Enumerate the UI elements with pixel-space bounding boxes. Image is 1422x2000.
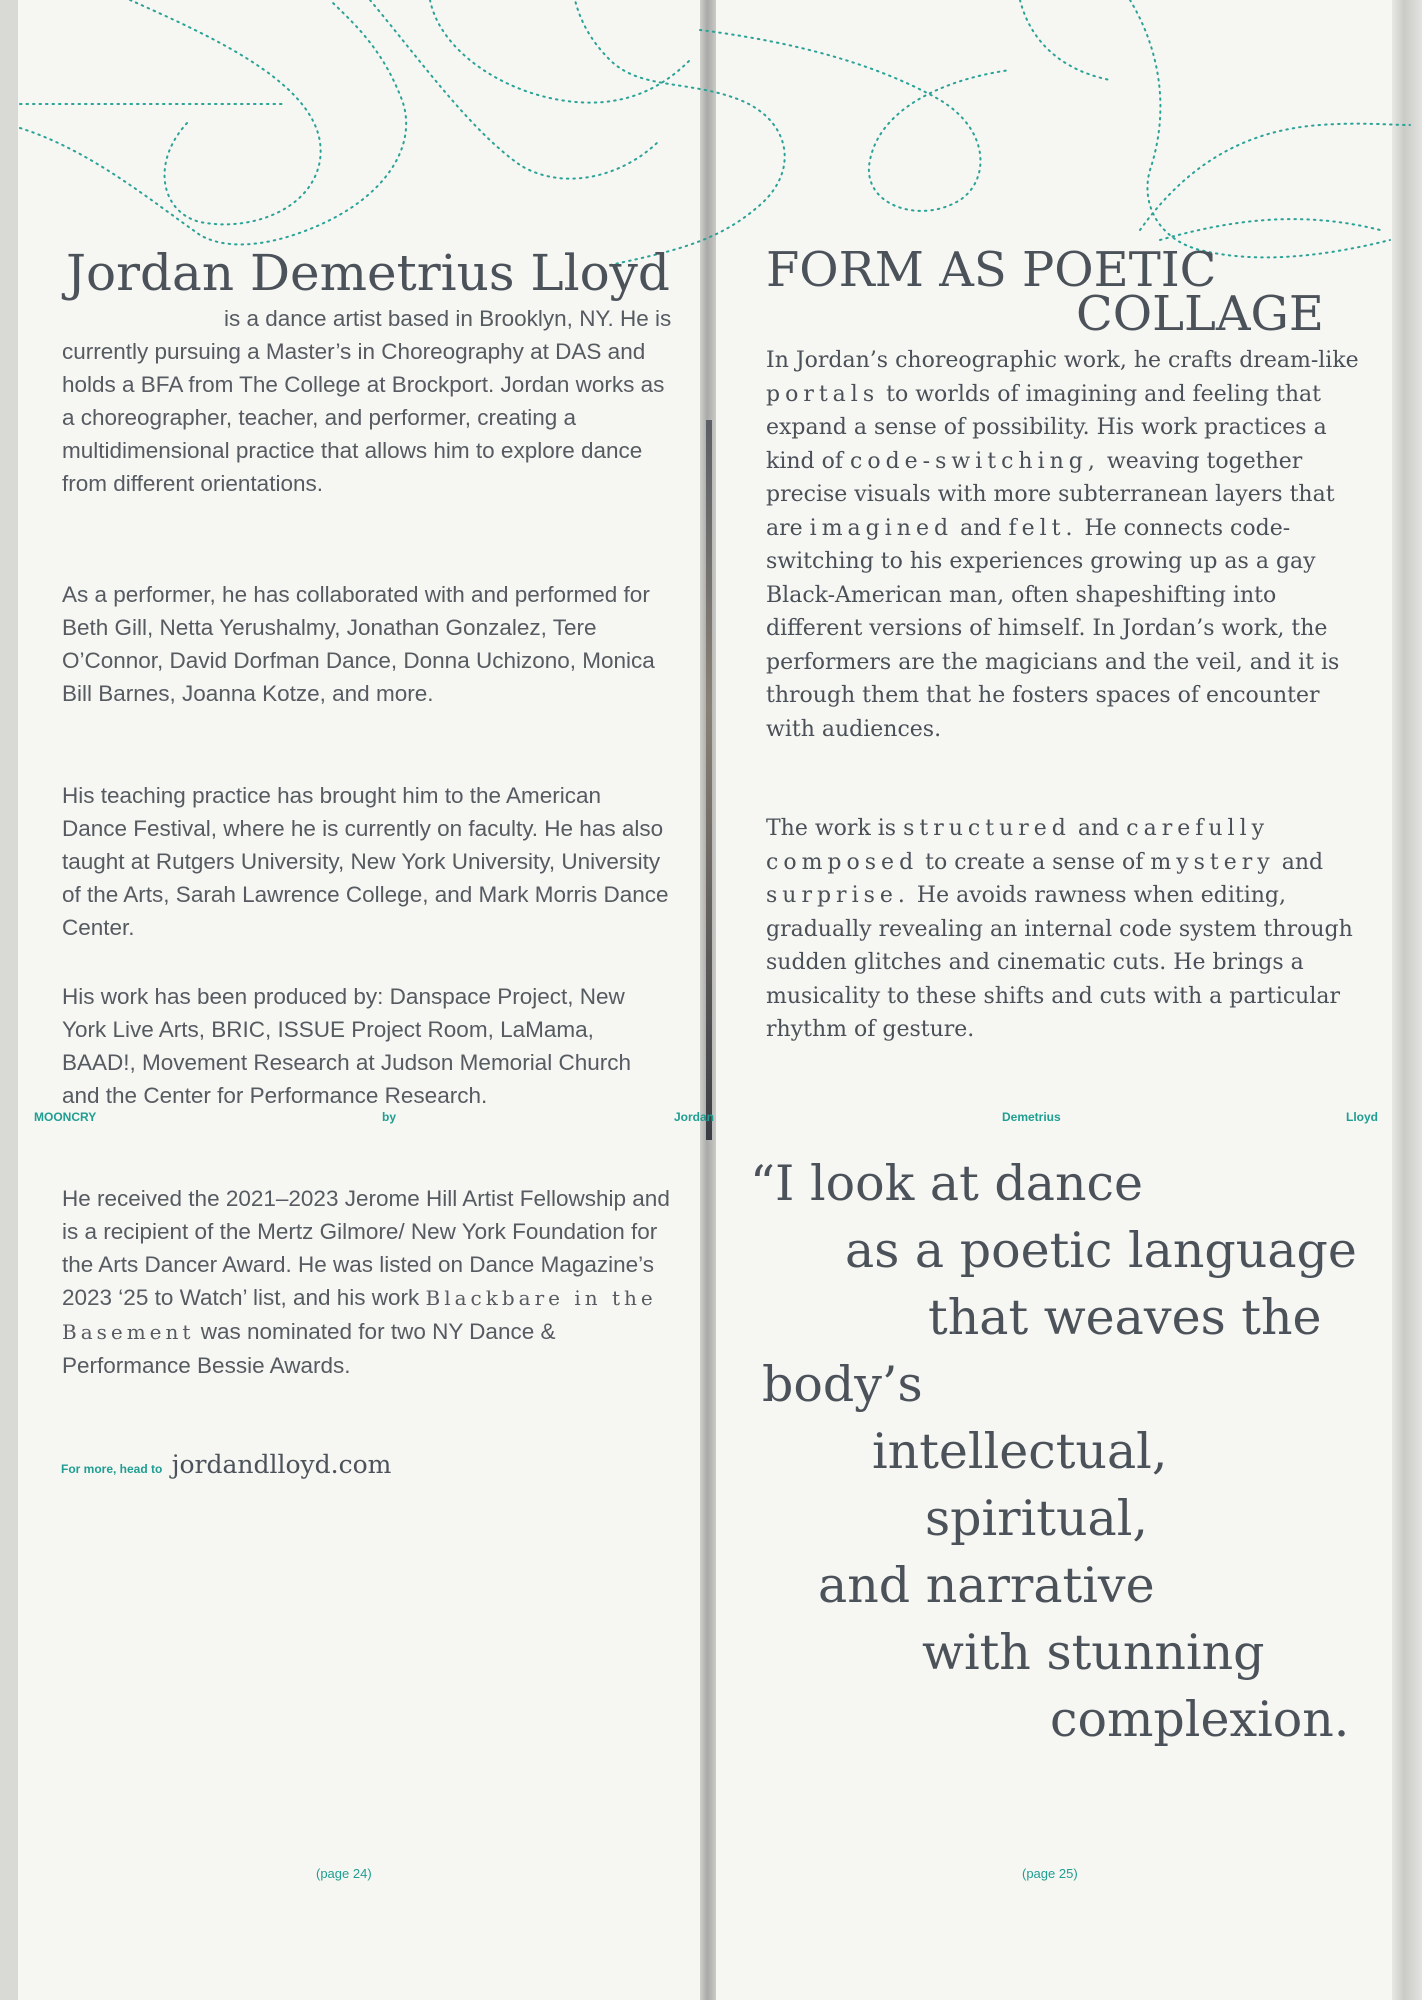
keyword-code-switching: code-switching,: [850, 448, 1100, 474]
keyword-felt: felt.: [1008, 515, 1078, 541]
bio-p5-text-b: was nominated for two NY Dance & Performance Bessie Awards.: [62, 1319, 556, 1378]
quote-line: complexion.: [1050, 1691, 1350, 1748]
quote-line: as a poetic language: [845, 1222, 1357, 1279]
quote-line: with stunning: [922, 1624, 1265, 1681]
bio-paragraph-5: [62, 1182, 672, 1382]
bio-p2-text: As a performer, he has collaborated with and performed for Beth Gill, Netta Yerushalmy, Jonathan Gonzalez, Tere O’Connor, David Dorfman Dance, Donna Uchizono, Monica Bill Barnes, Joanna Kotze, and more.: [62, 582, 655, 706]
page-number-left: (page 24): [316, 1866, 372, 1881]
running-header-by: by: [382, 1110, 397, 1124]
pull-quote: [750, 1150, 1380, 1753]
running-header-middle-name: Demetrius: [1002, 1110, 1061, 1124]
running-header-title: MOONCRY: [34, 1110, 97, 1124]
essay-title-line-2: COLLAGE: [1076, 286, 1324, 342]
essay-paragraph-1: [766, 344, 1366, 746]
essay-p1-text-d: He connects code-switching to his experiences growing up as a gay Black-American man, often shapeshifting into different versions of himself. In Jordan’s work, the performers are the magicians and the veil, and it is through them that he fosters spaces of encounter with audiences.: [766, 515, 1340, 742]
gutter-image-strip: [706, 420, 712, 1140]
more-label: For more, head to: [61, 1462, 163, 1476]
keyword-surprise: surprise.: [766, 883, 910, 908]
essay-p1-text-a: In Jordan’s choreographic work, he crafts dream-like: [766, 348, 1359, 373]
essay-paragraph-2: [766, 812, 1366, 1047]
bio-paragraph-4: [62, 980, 672, 1112]
essay-title-line-1: FORM AS POETIC: [766, 242, 1217, 298]
essay-p2-text-a: The work is: [766, 816, 897, 841]
quote-line: and narrative: [818, 1557, 1155, 1614]
essay-p2-and-2: and: [1281, 849, 1324, 875]
quote-line: intellectual,: [872, 1423, 1168, 1480]
keyword-portals: portals: [766, 381, 880, 407]
essay-title: [766, 242, 1366, 342]
keyword-carefully-composed: carefully composed: [766, 816, 1270, 875]
bio-paragraph-3: [62, 779, 672, 944]
bio-paragraph-2: [62, 578, 672, 710]
artist-name: Jordan Demetrius Lloyd: [66, 244, 670, 302]
quote-line: that weaves the: [928, 1289, 1322, 1346]
website-link[interactable]: jordandlloyd.com: [171, 1450, 392, 1479]
bio-p4-text: His work has been produced by: Danspace Project, New York Live Arts, BRIC, ISSUE Project Room, LaMama, BAAD!, Movement Research at Judson Memorial Church and the Center for Performance Research.: [62, 984, 631, 1108]
bio-paragraph-1: [62, 302, 672, 500]
essay-p2-text-c: He avoids rawness when editing, gradually revealing an internal code system through sudden glitches and cinematic cuts. He brings a musicality to these shifts and cuts with a particular rhythm of gesture.: [766, 883, 1353, 1042]
right-page-edge: [1392, 0, 1422, 2000]
essay-p2-text-b: to create a sense of: [925, 849, 1144, 875]
page-number-right: (page 25): [1022, 1866, 1078, 1881]
essay-p2-and-1: and: [1077, 816, 1120, 841]
running-header-last-name: Lloyd: [1346, 1110, 1378, 1124]
essay-p1-and: and: [960, 515, 1002, 541]
quote-line: body’s: [762, 1356, 923, 1413]
keyword-imagined: imagined: [809, 515, 954, 541]
keyword-mystery: mystery: [1150, 849, 1275, 875]
bio-p5-text-a: He received the 2021–2023 Jerome Hill Artist Fellowship and is a recipient of the Mertz Gilmore/ New York Foundation for the Arts Dancer Award. He was listed on Dance Magazine’s 2023 ‘25 to Watch’ list, and his work: [62, 1186, 670, 1310]
keyword-structured: structured: [903, 816, 1071, 841]
essay-p1-text-b: to worlds of imagining and feeling that expand a sense of possibility. His work practices a kind of: [766, 381, 1327, 474]
quote-line: “I look at dance: [750, 1155, 1143, 1212]
bio-p3-text: His teaching practice has brought him to the American Dance Festival, where he is currently on faculty. He has also taught at Rutgers University, New York University, University of the Arts, Sarah Lawrence College, and Mark Morris Dance Center.: [62, 783, 669, 940]
work-title: Blackbare in the Basement: [62, 1286, 657, 1344]
essay-p1-text-c: weaving together precise visuals with more subterranean layers that are: [766, 448, 1335, 541]
quote-line: spiritual,: [925, 1490, 1148, 1547]
bio-lead: is a dance artist based in Brooklyn, NY. He is currently pursuing a Master’s in Choreography at DAS and holds a BFA from The College at Brockport. Jordan works as a choreographer, teacher, and performer, creating a multidimensional practice that allows him to explore dance from different orientations.: [62, 306, 672, 496]
more-info: [61, 1450, 391, 1479]
running-header-first-name: Jordan: [674, 1110, 715, 1124]
